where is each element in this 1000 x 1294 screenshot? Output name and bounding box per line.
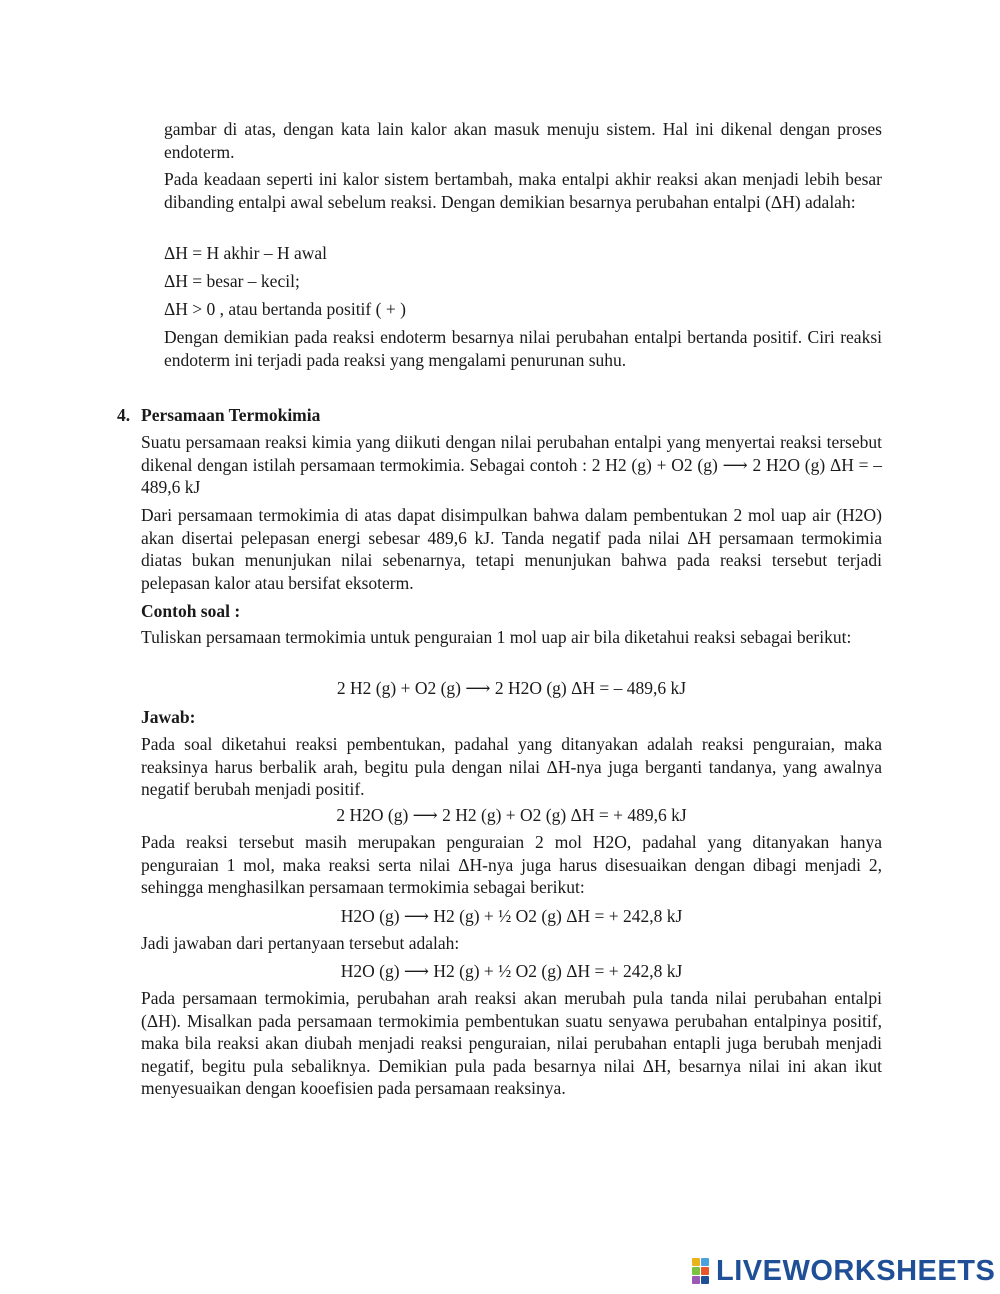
intro-equation-2: ΔH = besar – kecil; bbox=[164, 271, 300, 291]
example-equation: 2 H2 (g) + O2 (g) ⟶ 2 H2O (g) ΔH = – 489,6 kJ bbox=[336, 678, 687, 698]
closing-paragraph: Pada persamaan termokimia, perubahan arah reaksi akan merubah pula tanda nilai perubahan entalpi (ΔH). Misalkan pada persamaan termokimia pembentukan suatu senyawa perubahan entalpinya positif, maka bila reaksi akan diubah menjadi reaksi penguraian, nilai perubahan entapli juga berubah menjadi negatif, begitu pula sebaliknya. Demikian pula pada besarnya nilai ΔH, besarnya nilai ini akan ikut menyesuaikan dengan kooefisien pada persamaan reaksinya. bbox=[141, 988, 882, 1098]
intro-equation-3: ΔH > 0 , atau bertanda positif ( + ) bbox=[164, 299, 406, 319]
example-question: Tuliskan persamaan termokimia untuk penguraian 1 mol uap air bila diketahui reaksi sebagai berikut: bbox=[141, 627, 852, 647]
answer-paragraph-1: Pada soal diketahui reaksi pembentukan, padahal yang ditanyakan adalah reaksi penguraian, maka reaksinya harus berbalik arah, begitu pula dengan nilai ΔH-nya juga berganti tandanya, yang awalnya negatif berubah menjadi positif. bbox=[141, 734, 882, 799]
example-label: Contoh soal : bbox=[141, 601, 241, 621]
liveworksheets-logo-text: LIVEWORKSHEETS bbox=[716, 1255, 996, 1287]
section-title: Persamaan Termokimia bbox=[141, 405, 321, 425]
section-paragraph-2: Dari persamaan termokimia di atas dapat disimpulkan bahwa dalam pembentukan 2 mol uap air (H2O) akan disertai pelepasan energi sebesar 489,6 kJ. Tanda negatif pada nilai ΔH persamaan termokimia diatas bukan menunjukan nilai sebenarnya, tetapi menunjukan bahwa pada reaksi tersebut terjadi pelepasan kalor atau bersifat eksoterm. bbox=[141, 505, 882, 593]
answer-equation-3: H2O (g) ⟶ H2 (g) + ½ O2 (g) ΔH = + 242,8 kJ bbox=[340, 961, 683, 981]
answer-label: Jawab: bbox=[141, 707, 196, 727]
answer-paragraph-3: Jadi jawaban dari pertanyaan tersebut adalah: bbox=[141, 933, 460, 953]
intro-paragraph-2: Pada keadaan seperti ini kalor sistem bertambah, maka entalpi akhir reaksi akan menjadi lebih besar dibanding entalpi awal sebelum reaksi. Dengan demikian besarnya perubahan entalpi (ΔH) adalah: bbox=[164, 169, 882, 212]
section-paragraph-1: Suatu persamaan reaksi kimia yang diikuti dengan nilai perubahan entalpi yang menyertai reaksi tersebut dikenal dengan istilah persamaan termokimia. Sebagai contoh : 2 H2 (g) + O2 (g) ⟶ 2 H2O (g) ΔH = – 489,6 kJ bbox=[141, 432, 882, 497]
answer-paragraph-2: Pada reaksi tersebut masih merupakan penguraian 2 mol H2O, padahal yang ditanyakan hanya penguraian 1 mol, maka reaksi serta nilai ΔH-nya juga harus disesuaikan dengan dibagi menjadi 2, sehingga menghasilkan persamaan termokimia sebagai berikut: bbox=[141, 832, 882, 897]
section-number: 4. bbox=[117, 405, 131, 425]
intro-paragraph-1: gambar di atas, dengan kata lain kalor akan masuk menuju sistem. Hal ini dikenal dengan proses endoterm. bbox=[164, 119, 882, 162]
intro-paragraph-3: Dengan demikian pada reaksi endoterm besarnya nilai perubahan entalpi bertanda positif. Ciri reaksi endoterm ini terjadi pada reaksi yang mengalami penurunan suhu. bbox=[164, 327, 882, 370]
liveworksheets-logo bbox=[692, 1254, 995, 1288]
answer-equation-1: 2 H2O (g) ⟶ 2 H2 (g) + O2 (g) ΔH = + 489,6 kJ bbox=[336, 805, 687, 825]
liveworksheets-logo-icon bbox=[692, 1258, 710, 1284]
answer-equation-2: H2O (g) ⟶ H2 (g) + ½ O2 (g) ΔH = + 242,8 kJ bbox=[340, 906, 683, 926]
intro-equation-1: ΔH = H akhir – H awal bbox=[164, 243, 328, 263]
